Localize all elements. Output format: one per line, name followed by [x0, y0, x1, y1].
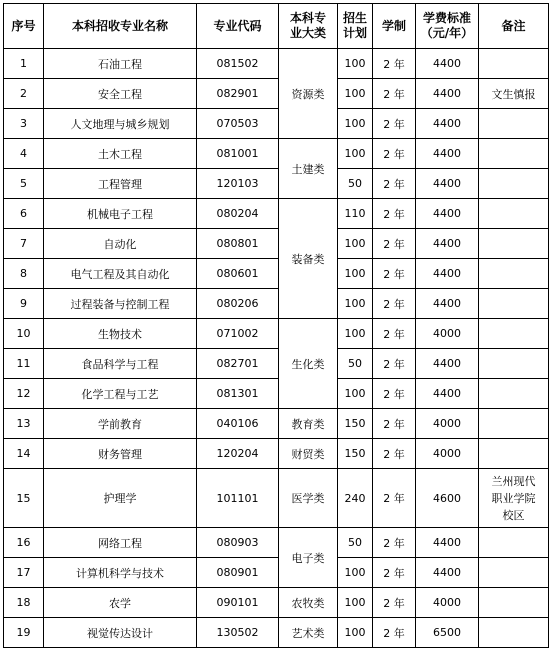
table-row [4, 319, 549, 349]
cell-major: 食品科学与工程 [44, 349, 197, 379]
cell-fee: 4000 [416, 319, 479, 349]
cell-category: 财贸类 [279, 439, 338, 469]
cell-duration: 2 年 [373, 259, 416, 289]
cell-seq: 4 [4, 139, 44, 169]
header-seq: 序号 [4, 4, 44, 49]
header-plan: 招生 计划 [338, 4, 373, 49]
cell-fee: 4400 [416, 259, 479, 289]
cell-duration: 2 年 [373, 289, 416, 319]
cell-major: 财务管理 [44, 439, 197, 469]
table-row [4, 409, 549, 439]
cell-plan: 100 [338, 139, 373, 169]
table-row [4, 259, 549, 289]
cell-seq: 1 [4, 49, 44, 79]
cell-duration: 2 年 [373, 319, 416, 349]
cell-seq: 8 [4, 259, 44, 289]
table-row [4, 588, 549, 618]
cell-major: 安全工程 [44, 79, 197, 109]
cell-code: 071002 [197, 319, 279, 349]
cell-seq: 14 [4, 439, 44, 469]
cell-fee: 4400 [416, 558, 479, 588]
cell-note [479, 349, 549, 379]
cell-duration: 2 年 [373, 229, 416, 259]
cell-plan: 100 [338, 588, 373, 618]
cell-major: 计算机科学与技术 [44, 558, 197, 588]
cell-category: 医学类 [279, 469, 338, 528]
header-code: 专业代码 [197, 4, 279, 49]
cell-plan: 100 [338, 109, 373, 139]
cell-duration: 2 年 [373, 409, 416, 439]
cell-duration: 2 年 [373, 49, 416, 79]
cell-major: 学前教育 [44, 409, 197, 439]
cell-seq: 7 [4, 229, 44, 259]
cell-seq: 9 [4, 289, 44, 319]
cell-note [479, 289, 549, 319]
table-row [4, 379, 549, 409]
header-major: 本科招收专业名称 [44, 4, 197, 49]
cell-fee: 4400 [416, 379, 479, 409]
cell-plan: 50 [338, 528, 373, 558]
table-row [4, 289, 549, 319]
cell-fee: 4400 [416, 139, 479, 169]
cell-plan: 110 [338, 199, 373, 229]
table-row [4, 79, 549, 109]
cell-note [479, 439, 549, 469]
cell-seq: 17 [4, 558, 44, 588]
cell-plan: 100 [338, 618, 373, 648]
cell-code: 130502 [197, 618, 279, 648]
cell-duration: 2 年 [373, 139, 416, 169]
cell-note [479, 49, 549, 79]
table-row [4, 349, 549, 379]
table-row [4, 439, 549, 469]
cell-plan: 100 [338, 319, 373, 349]
cell-category: 电子类 [279, 528, 338, 588]
cell-duration: 2 年 [373, 349, 416, 379]
cell-plan: 100 [338, 259, 373, 289]
cell-note [479, 229, 549, 259]
cell-seq: 3 [4, 109, 44, 139]
cell-major: 护理学 [44, 469, 197, 528]
cell-fee: 4400 [416, 289, 479, 319]
cell-seq: 10 [4, 319, 44, 349]
cell-note [479, 319, 549, 349]
cell-fee: 4000 [416, 439, 479, 469]
cell-seq: 15 [4, 469, 44, 528]
cell-code: 040106 [197, 409, 279, 439]
cell-code: 080601 [197, 259, 279, 289]
cell-duration: 2 年 [373, 379, 416, 409]
cell-category: 装备类 [279, 199, 338, 319]
cell-plan: 150 [338, 439, 373, 469]
cell-fee: 4400 [416, 528, 479, 558]
cell-major: 机械电子工程 [44, 199, 197, 229]
cell-seq: 16 [4, 528, 44, 558]
cell-note [479, 409, 549, 439]
cell-fee: 4000 [416, 409, 479, 439]
cell-duration: 2 年 [373, 528, 416, 558]
cell-fee: 4400 [416, 229, 479, 259]
cell-major: 土木工程 [44, 139, 197, 169]
cell-major: 过程装备与控制工程 [44, 289, 197, 319]
cell-duration: 2 年 [373, 558, 416, 588]
cell-category: 农牧类 [279, 588, 338, 618]
cell-code: 081301 [197, 379, 279, 409]
cell-plan: 50 [338, 169, 373, 199]
cell-major: 农学 [44, 588, 197, 618]
cell-note: 文生慎报 [479, 79, 549, 109]
cell-fee: 4400 [416, 199, 479, 229]
cell-seq: 2 [4, 79, 44, 109]
cell-plan: 100 [338, 558, 373, 588]
cell-fee: 4400 [416, 109, 479, 139]
cell-duration: 2 年 [373, 588, 416, 618]
cell-fee: 6500 [416, 618, 479, 648]
cell-note [479, 379, 549, 409]
cell-code: 090101 [197, 588, 279, 618]
cell-plan: 150 [338, 409, 373, 439]
cell-note [479, 588, 549, 618]
cell-code: 082901 [197, 79, 279, 109]
header-row [4, 4, 549, 49]
cell-note [479, 199, 549, 229]
table-row [4, 169, 549, 199]
cell-seq: 19 [4, 618, 44, 648]
cell-duration: 2 年 [373, 199, 416, 229]
table-row [4, 49, 549, 79]
table-row [4, 109, 549, 139]
cell-note [479, 139, 549, 169]
cell-plan: 100 [338, 289, 373, 319]
header-duration: 学制 [373, 4, 416, 49]
cell-code: 120204 [197, 439, 279, 469]
table-row [4, 528, 549, 558]
cell-fee: 4000 [416, 588, 479, 618]
cell-major: 工程管理 [44, 169, 197, 199]
cell-code: 080903 [197, 528, 279, 558]
cell-code: 101101 [197, 469, 279, 528]
cell-code: 120103 [197, 169, 279, 199]
cell-major: 生物技术 [44, 319, 197, 349]
cell-fee: 4400 [416, 49, 479, 79]
cell-duration: 2 年 [373, 439, 416, 469]
cell-code: 080901 [197, 558, 279, 588]
cell-category: 资源类 [279, 49, 338, 139]
cell-seq: 18 [4, 588, 44, 618]
cell-fee: 4400 [416, 169, 479, 199]
header-category: 本科专 业大类 [279, 4, 338, 49]
cell-seq: 11 [4, 349, 44, 379]
cell-major: 化学工程与工艺 [44, 379, 197, 409]
cell-category: 艺术类 [279, 618, 338, 648]
cell-code: 080204 [197, 199, 279, 229]
cell-duration: 2 年 [373, 109, 416, 139]
cell-plan: 240 [338, 469, 373, 528]
cell-duration: 2 年 [373, 169, 416, 199]
cell-code: 080801 [197, 229, 279, 259]
cell-code: 082701 [197, 349, 279, 379]
cell-seq: 6 [4, 199, 44, 229]
cell-duration: 2 年 [373, 79, 416, 109]
cell-plan: 100 [338, 229, 373, 259]
table-row [4, 469, 549, 528]
cell-code: 081502 [197, 49, 279, 79]
cell-major: 自动化 [44, 229, 197, 259]
table-row [4, 199, 549, 229]
cell-category: 教育类 [279, 409, 338, 439]
cell-seq: 12 [4, 379, 44, 409]
enrollment-table [3, 3, 549, 648]
cell-category: 生化类 [279, 319, 338, 409]
table-row [4, 558, 549, 588]
table-row [4, 229, 549, 259]
table-row [4, 139, 549, 169]
table-row [4, 618, 549, 648]
cell-major: 电气工程及其自动化 [44, 259, 197, 289]
cell-fee: 4400 [416, 349, 479, 379]
cell-seq: 5 [4, 169, 44, 199]
cell-duration: 2 年 [373, 618, 416, 648]
cell-note [479, 109, 549, 139]
cell-plan: 50 [338, 349, 373, 379]
cell-note [479, 169, 549, 199]
cell-code: 080206 [197, 289, 279, 319]
cell-fee: 4600 [416, 469, 479, 528]
cell-code: 081001 [197, 139, 279, 169]
cell-major: 视觉传达设计 [44, 618, 197, 648]
cell-note [479, 528, 549, 558]
cell-major: 网络工程 [44, 528, 197, 558]
cell-note: 兰州现代 职业学院 校区 [479, 469, 549, 528]
cell-note [479, 259, 549, 289]
cell-seq: 13 [4, 409, 44, 439]
header-note: 备注 [479, 4, 549, 49]
cell-category: 土建类 [279, 139, 338, 199]
cell-major: 石油工程 [44, 49, 197, 79]
cell-plan: 100 [338, 379, 373, 409]
cell-plan: 100 [338, 79, 373, 109]
cell-plan: 100 [338, 49, 373, 79]
cell-code: 070503 [197, 109, 279, 139]
header-fee: 学费标准 （元/年） [416, 4, 479, 49]
cell-fee: 4400 [416, 79, 479, 109]
cell-note [479, 558, 549, 588]
cell-duration: 2 年 [373, 469, 416, 528]
cell-major: 人文地理与城乡规划 [44, 109, 197, 139]
cell-note [479, 618, 549, 648]
